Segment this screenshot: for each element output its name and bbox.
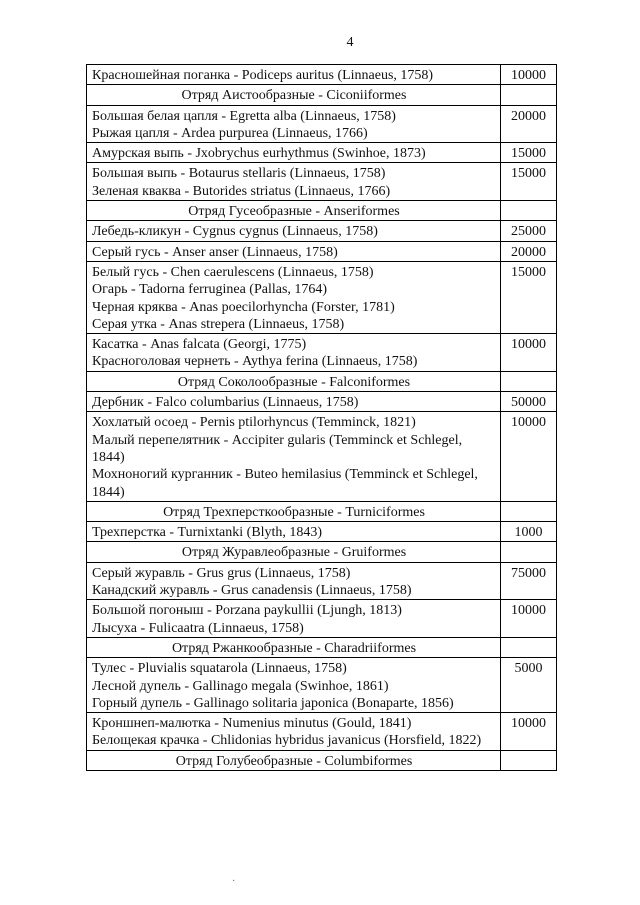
species-row [87, 522, 557, 542]
species-row [87, 241, 557, 261]
species-names-cell [87, 412, 501, 501]
species-name: Красношейная поганка - Podiceps auritus (Linnaeus, 1758) [92, 68, 434, 83]
species-names-cell [87, 713, 501, 751]
species-name: Огарь - Tadorna ferruginea (Pallas, 1764) [92, 282, 328, 298]
species-table [86, 64, 557, 771]
order-row [87, 371, 557, 391]
species-name: Дербник - Falco columbarius (Linnaeus, 1758) [92, 395, 359, 411]
species-names-cell [87, 65, 501, 85]
order-amount-cell [501, 201, 557, 221]
species-row [87, 221, 557, 241]
species-row [87, 105, 557, 143]
species-names-cell [87, 241, 501, 261]
species-names-cell [87, 221, 501, 241]
species-names-cell [87, 143, 501, 163]
species-name: Красноголовая чернеть - Aythya ferina (Linnaeus, 1758) [92, 354, 418, 370]
species-name: Горный дупель - Gallinago solitaria japonica (Bonaparte, 1856) [92, 695, 454, 711]
species-table-body [87, 65, 557, 771]
order-label: Отряд Гусеобразные - Anseriformes [87, 201, 501, 221]
species-name: Серая утка - Anas strepera (Linnaeus, 1758) [92, 316, 345, 332]
species-name: Канадский журавль - Grus canadensis (Linnaeus, 1758) [92, 583, 412, 599]
species-name: Серый журавль - Grus grus (Linnaeus, 1758) [92, 565, 351, 581]
species-row [87, 143, 557, 163]
order-amount-cell [501, 85, 557, 105]
species-name: Хохлатый осоед - Pernis ptilorhyncus (Temminck, 1821) [92, 415, 416, 431]
species-row [87, 562, 557, 600]
species-row [87, 163, 557, 201]
order-row [87, 501, 557, 521]
amount-value: 15000 [501, 143, 557, 163]
species-names-cell [87, 261, 501, 333]
amount-value: 10000 [501, 412, 557, 501]
species-name: Лесной дупель - Gallinago megala (Swinhoe, 1861) [92, 678, 389, 694]
species-name: Касатка - Anas falcata (Georgi, 1775) [92, 337, 307, 353]
species-name: Зеленая кваква - Butorides striatus (Linnaeus, 1766) [92, 183, 391, 199]
amount-value: 10000 [501, 713, 557, 751]
order-label: Отряд Трехперсткообразные - Turniciformes [87, 501, 501, 521]
order-amount-cell [501, 637, 557, 657]
species-name: Тулес - Pluvialis squatarola (Linnaeus, 1758) [92, 661, 347, 677]
species-row [87, 600, 557, 638]
order-row [87, 637, 557, 657]
species-names-cell [87, 105, 501, 143]
amount-value: 1000 [501, 522, 557, 542]
amount-value: 15000 [501, 163, 557, 201]
order-amount-cell [501, 501, 557, 521]
species-names-cell [87, 562, 501, 600]
amount-value: 20000 [501, 105, 557, 143]
species-names-cell [87, 658, 501, 713]
species-name: Лебедь-кликун - Cygnus cygnus (Linnaeus, 1758) [92, 224, 378, 240]
species-name: Рыжая цапля - Ardea purpurea (Linnaeus, 1766) [92, 125, 368, 141]
species-name: Мохноногий курганник - Buteo hemilasius (Temminck et Schlegel, 1844) [92, 467, 478, 500]
order-row [87, 750, 557, 770]
amount-value: 50000 [501, 392, 557, 412]
scan-mark: · [232, 876, 236, 887]
species-row [87, 261, 557, 333]
amount-value: 10000 [501, 334, 557, 372]
order-row [87, 85, 557, 105]
species-row [87, 65, 557, 85]
species-names-cell [87, 600, 501, 638]
amount-value: 75000 [501, 562, 557, 600]
amount-value: 15000 [501, 261, 557, 333]
species-name: Лысуха - Fulicaatra (Linnaeus, 1758) [92, 620, 304, 636]
species-names-cell [87, 392, 501, 412]
species-row [87, 334, 557, 372]
order-amount-cell [501, 542, 557, 562]
amount-value: 20000 [501, 241, 557, 261]
amount-value: 10000 [501, 600, 557, 638]
amount-value: 5000 [501, 658, 557, 713]
species-name: Кроншнеп-малютка - Numenius minutus (Gould, 1841) [92, 716, 412, 732]
order-label: Отряд Журавлеобразные - Gruiformes [87, 542, 501, 562]
species-name: Большая выпь - Botaurus stellaris (Linnaeus, 1758) [92, 166, 386, 182]
order-label: Отряд Голубеобразные - Columbiformes [87, 750, 501, 770]
order-label: Отряд Аистообразные - Ciconiiformes [87, 85, 501, 105]
species-row [87, 392, 557, 412]
species-name: Белый гусь - Chen caerulescens (Linnaeus, 1758) [92, 264, 374, 280]
species-name: Черная кряква - Anas poecilorhyncha (Forster, 1781) [92, 299, 395, 315]
order-amount-cell [501, 750, 557, 770]
species-name: Малый перепелятник - Accipiter gularis (Temminck et Schlegel, 1844) [92, 432, 463, 465]
order-amount-cell [501, 371, 557, 391]
species-names-cell [87, 334, 501, 372]
species-name: Трехперстка - Turnixtanki (Blyth, 1843) [92, 525, 323, 541]
species-name: Амурская выпь - Jxobrychus eurhythmus (Swinhoe, 1873) [92, 146, 426, 162]
order-row [87, 201, 557, 221]
amount-value: 10000 [501, 65, 557, 85]
species-name: Большой погоныш - Porzana paykullii (Ljungh, 1813) [92, 603, 402, 619]
species-name: Серый гусь - Anser anser (Linnaeus, 1758) [92, 244, 338, 260]
order-row [87, 542, 557, 562]
order-label: Отряд Ржанкообразные - Charadriiformes [87, 637, 501, 657]
species-row [87, 412, 557, 501]
species-names-cell [87, 522, 501, 542]
order-label: Отряд Соколообразные - Falconiformes [87, 371, 501, 391]
species-name: Белощекая крачка - Chlidonias hybridus javanicus (Horsfield, 1822) [92, 733, 482, 749]
species-row [87, 658, 557, 713]
page-number: 4 [346, 35, 354, 50]
species-name: Большая белая цапля - Egretta alba (Linnaeus, 1758) [92, 108, 396, 124]
species-row [87, 713, 557, 751]
amount-value: 25000 [501, 221, 557, 241]
species-names-cell [87, 163, 501, 201]
